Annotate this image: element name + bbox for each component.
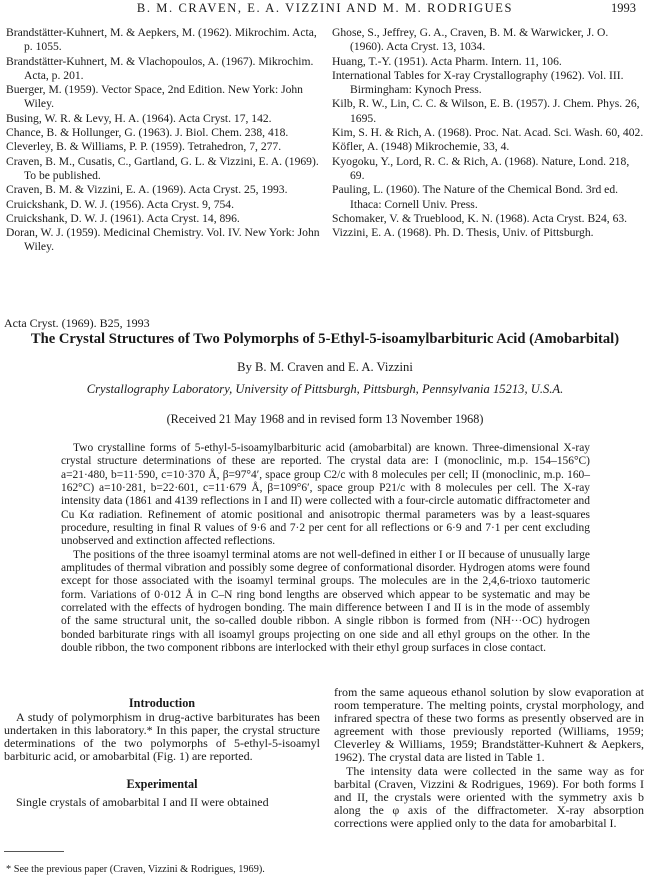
- reference-item: Cruickshank, D. W. J. (1961). Acta Cryst. 14, 896.: [6, 211, 240, 225]
- reference-item: Craven, B. M., Cusatis, C., Gartland, G. L. & Vizzini, E. A. (1969). To be published.: [6, 154, 319, 182]
- reference-item: Cleverley, B. & Williams, P. P. (1959). Tetrahedron, 7, 277.: [6, 140, 282, 154]
- abstract-paragraph: Two crystalline forms of 5-ethyl-5-isoamylbarbituric acid (amobarbital) are known. Three-dimensional X-ray crystal structure determinations of these are reported. The crystal data are: I (monoclinic, m.p. 154–156°C) a=21·480, b=11·590, c=10·370 Å, β=97°4′, space group C2/c with 8 molecules per cell; II (monoclinic, m.p. 160–162°C) a=10·281, b=22·601, c=11·679 Å, β=109°6′, space group P21/c with 8 molecules per cell. The X-ray intensity data (1861 and 4139 reflections in I and II) were collected with a four-circle automatic diffractometer and Cu Kα radiation. Refinement of atomic positional and anisotropic thermal parameters was by a least-squares procedure, resulting in final R values of 9·6 and 7·2 per cent for all reflections or 6·9 and 7·1 per cent excluding unobserved and extinction affected reflections.: [61, 442, 590, 548]
- reference-item: Huang, T.-Y. (1951). Acta Pharm. Intern. 11, 106.: [332, 54, 562, 68]
- abstract: [61, 442, 590, 656]
- body-paragraph: The intensity data were collected in the same way as for barbital (Craven, Vizzini & Rodrigues, 1969). For both forms I and II, the crystals were oriented with the symmetry axis b along the φ axis of the diffractometer. X-ray absorption corrections were applied only to the data for amobarbital I.: [334, 763, 644, 830]
- reference-item: Köfler, A. (1948) Mikrochemie, 33, 4.: [332, 140, 510, 154]
- reference-item: Busing, W. R. & Levy, H. A. (1964). Acta Cryst. 17, 142.: [6, 111, 272, 125]
- running-head-authors: B. M. CRAVEN, E. A. VIZZINI AND M. M. RODRIGUES: [136, 1, 514, 15]
- introduction-text: A study of polymorphism in drug-active barbiturates has been undertaken in this laboratory.* In this paper, the crystal structure determinations of the two polymorphs of 5-ethyl-5-isoamyl barbituric acid, or amobarbital (Fig. 1) are reported.: [4, 710, 320, 764]
- references-right-column: [332, 26, 644, 240]
- reference-item: Buerger, M. (1959). Vector Space, 2nd Edition. New York: John Wiley.: [6, 83, 303, 111]
- reference-item: Kim, S. H. & Rich, A. (1968). Proc. Nat. Acad. Sci. Wash. 60, 402.: [332, 126, 644, 140]
- byline: By B. M. Craven and E. A. Vizzini: [237, 360, 413, 374]
- references-left-column: [6, 26, 322, 255]
- introduction-heading: Introduction: [128, 696, 196, 710]
- reference-item: Kyogoku, Y., Lord, R. C. & Rich, A. (1968). Nature, Lond. 218, 69.: [332, 154, 630, 182]
- body-paragraph: from the same aqueous ethanol solution by slow evaporation at room temperature. The melting points, crystal morphology, and infrared spectra of these two forms as presently observed are in agreement with those previously reported (Williams, 1959; Cleverley & Williams, 1959; Brandstätter-Kuhnert & Aepkers, 1962). The crystal data are listed in Table 1.: [334, 685, 644, 765]
- footnote: * See the previous paper (Craven, Vizzini & Rodrigues, 1969).: [6, 864, 265, 875]
- reference-item: Vizzini, E. A. (1968). Ph. D. Thesis, Univ. of Pittsburgh.: [332, 226, 594, 240]
- reference-item: Craven, B. M. & Vizzini, E. A. (1969). Acta Cryst. 25, 1993.: [6, 183, 288, 197]
- experimental-text: Single crystals of amobarbital I and II were obtained: [16, 795, 269, 810]
- footnote-rule: [4, 851, 64, 852]
- reference-item: Doran, W. J. (1959). Medicinal Chemistry. Vol. IV. New York: John Wiley.: [6, 226, 320, 254]
- received-date: (Received 21 May 1968 and in revised form 13 November 1968): [166, 412, 484, 426]
- affiliation: Crystallography Laboratory, University of Pittsburgh, Pittsburgh, Pennsylvania 15213, U.S.A.: [86, 382, 564, 396]
- reference-item: Schomaker, V. & Trueblood, K. N. (1968). Acta Cryst. B24, 63.: [332, 211, 628, 225]
- abstract-paragraph: The positions of the three isoamyl terminal atoms are not well-defined in either I or II because of unusually large amplitudes of thermal vibration and possibly some degree of conformational disorder. Hydrogen atoms were found except for those associated with the isoamyl terminal groups. The molecules are in the 2,4,6-trioxo tautomeric form. Variations of 0·012 Å in C–N ring bond lengths are observed which appear to be systematic and may be correlated with the effects of hydrogen bonding. The main difference between I and II is in the mode of assembly of the same structural unit, the so-called double ribbon. A single ribbon is formed from (NH···OC) hydrogen bonded barbiturate rings with all isoamyl groups projecting on one side and all ethyl groups on the other. In the double ribbon, the two component ribbons are interlocked with their ethyl group surfaces in close contact.: [61, 548, 590, 655]
- reference-item: Brandstätter-Kuhnert, M. & Vlachopoulos, A. (1967). Mikrochim. Acta, p. 201.: [6, 54, 314, 82]
- reference-item: Cruickshank, D. W. J. (1956). Acta Cryst. 9, 754.: [6, 197, 234, 211]
- journal-citation: Acta Cryst. (1969). B25, 1993: [4, 316, 150, 330]
- reference-item: Kilb, R. W., Lin, C. C. & Wilson, E. B. (1957). J. Chem. Phys. 26, 1695.: [332, 97, 640, 125]
- body-left-column: [4, 696, 320, 809]
- running-head: [0, 1, 650, 15]
- reference-item: Brandstätter-Kuhnert, M. & Aepkers, M. (1962). Mikrochim. Acta, p. 1055.: [6, 26, 317, 54]
- reference-item: Pauling, L. (1960). The Nature of the Chemical Bond. 3rd ed. Ithaca: Cornell Univ. Press.: [332, 183, 619, 211]
- page-number: 1993: [611, 1, 636, 15]
- article-title: The Crystal Structures of Two Polymorphs of 5-Ethyl-5-isoamylbarbituric Acid (Amobarbital): [30, 331, 620, 347]
- body-right-column: [334, 686, 644, 830]
- experimental-heading: Experimental: [126, 777, 198, 792]
- reference-item: International Tables for X-ray Crystallography (1962). Vol. III. Birmingham: Kynoch Press.: [332, 68, 624, 97]
- reference-item: Chance, B. & Hollunger, G. (1963). J. Biol. Chem. 238, 418.: [6, 126, 289, 140]
- reference-item: Ghose, S., Jeffrey, G. A., Craven, B. M. & Warwicker, J. O. (1960). Acta Cryst. 13, 1034.: [332, 26, 609, 54]
